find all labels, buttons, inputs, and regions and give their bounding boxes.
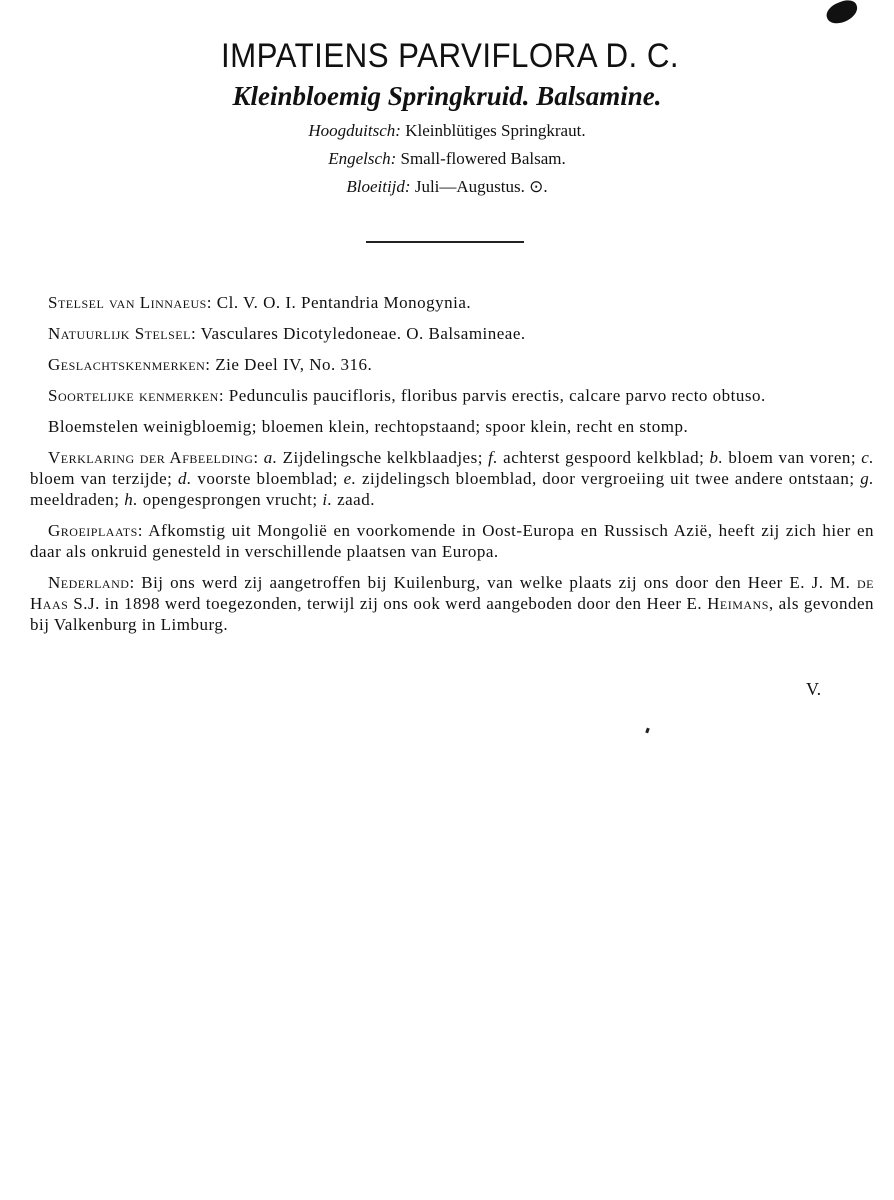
species-dutch-text: Bloemstelen weinigbloemig; bloemen klein, rechtopstaand; spoor klein, recht en stomp.	[48, 417, 689, 436]
figure-key-b: b.	[709, 448, 724, 467]
bloom-time-line	[0, 176, 894, 198]
figure-text-a: Zijdelingsche kelkblaadjes;	[282, 448, 483, 467]
figure-key-h: h.	[124, 490, 139, 509]
english-value: Small-flowered Balsam.	[400, 149, 566, 168]
figure-key-f: f.	[488, 448, 499, 467]
figure-text-e: zijdelingsch bloemblad, door vergroeiing uit twee andere ontstaan;	[361, 469, 855, 488]
natural-system-label: Natuurlijk Stelsel	[48, 324, 191, 343]
figure-text-d: voorste bloemblad;	[197, 469, 338, 488]
figure-text-i: zaad.	[337, 490, 375, 509]
natural-system-paragraph: Natuurlijk Stelsel: Vasculares Dicotyledoneae. O. Balsamineae.	[48, 324, 526, 343]
species-dutch-paragraph	[30, 416, 874, 437]
natural-system-value: Vasculares Dicotyledoneae. O. Balsamineae.	[200, 324, 526, 343]
linnaeus-paragraph: Stelsel van Linnaeus: Cl. V. O. I. Pentandria Monogynia.	[48, 293, 472, 312]
ink-blot	[824, 0, 861, 27]
german-value: Kleinblütiges Springkraut.	[405, 121, 586, 140]
german-name-line	[0, 120, 894, 142]
figure-text-h: opengesprongen vrucht;	[142, 490, 318, 509]
person-name-heimans: Heimans	[707, 594, 769, 613]
netherlands-paragraph: Nederland: Bij ons werd zij aangetroffen bij Kuilenburg, van welke plaats zij ons door den Heer E. J. M. de Haas S.J. in 1898 werd toegezonden, terwijl zij ons ook werd aangeboden door den Heer E. Heimans, als gevonden bij Valkenburg in Limburg.	[30, 573, 875, 634]
habitat-paragraph: Groeiplaats: Afkomstig uit Mongolië en voorkomende in Oost-Europa en Russisch Azië, heeft zij zich hier en daar als onkruid genesteld in verschillende plaatsen van Europa.	[30, 521, 874, 561]
figure-label: Verklaring der Afbeelding	[48, 448, 254, 467]
habitat-label: Groeiplaats	[48, 521, 138, 540]
species-paragraph: Soortelijke kenmerken: Pedunculis paucifloris, floribus parvis erectis, calcare parvo recto obtuso.	[48, 386, 766, 405]
divider-rule	[366, 241, 524, 243]
german-label: Hoogduitsch:	[308, 121, 401, 140]
bloom-value: Juli—Augustus. ⊙.	[414, 177, 548, 196]
figure-text-b: bloem van voren;	[728, 448, 857, 467]
english-label: Engelsch:	[328, 149, 397, 168]
figure-key-c: c.	[861, 448, 875, 467]
figure-text-g: meeldraden;	[30, 490, 120, 509]
linnaeus-label: Stelsel van Linnaeus	[48, 293, 207, 312]
person-name-de-haas: de Haas	[30, 573, 875, 613]
figure-key-d: d.	[178, 469, 192, 488]
netherlands-text-3: , als gevonden bij Valkenburg in Limburg.	[30, 594, 875, 634]
genus-label: Geslachtskenmerken	[48, 355, 206, 374]
species-value: Pedunculis paucifloris, floribus parvis erectis, calcare parvo recto obtuso.	[228, 386, 766, 405]
netherlands-text-1: Bij ons werd zij aangetroffen bij Kuilenburg, van welke plaats zij ons door den Heer E. J. M.	[141, 573, 851, 592]
author-signature: V.	[806, 679, 822, 699]
habitat-value: Afkomstig uit Mongolië en voorkomende in Oost-Europa en Russisch Azië, heeft zij zich hier en daar als onkruid genesteld in verschillende plaatsen van Europa.	[30, 521, 874, 561]
figure-key-e: e.	[343, 469, 357, 488]
netherlands-label: Nederland	[48, 573, 130, 592]
dutch-name: Kleinbloemig Springkruid. Balsamine.	[232, 81, 662, 111]
bloom-label: Bloeitijd:	[346, 177, 411, 196]
english-name-line	[0, 148, 894, 170]
linnaeus-value: Cl. V. O. I. Pentandria Monogynia.	[216, 293, 472, 312]
header	[0, 36, 894, 198]
species-label: Soortelijke kenmerken	[48, 386, 219, 405]
figure-key-a: a.	[263, 448, 278, 467]
body-text	[30, 292, 874, 645]
figure-text-c: bloem van terzijde;	[30, 469, 173, 488]
figure-key-g: g.	[860, 469, 875, 488]
page-title: IMPATIENS PARVIFLORA D. C.	[220, 37, 680, 75]
genus-value: Zie Deel IV, No. 316.	[215, 355, 373, 374]
netherlands-text-2: S.J. in 1898 werd toegezonden, terwijl zij ons ook werd aangeboden door den Heer E.	[73, 594, 703, 613]
figure-explanation-paragraph: Verklaring der Afbeelding: a. Zijdelingsche kelkblaadjes; f. achterst gespoord kelkblad; b. bloem van voren; c. bloem van terzijde; d. voorste bloemblad; e. zijdelingsch bloemblad, door vergroeiing uit twee andere ontstaan; g. meeldraden; h. opengesprongen vrucht; i. zaad.	[30, 448, 875, 509]
figure-key-i: i.	[322, 490, 333, 509]
ink-speck	[645, 728, 650, 734]
figure-text-f: achterst gespoord kelkblad;	[503, 448, 705, 467]
genus-paragraph: Geslachtskenmerken: Zie Deel IV, No. 316.	[48, 355, 373, 374]
